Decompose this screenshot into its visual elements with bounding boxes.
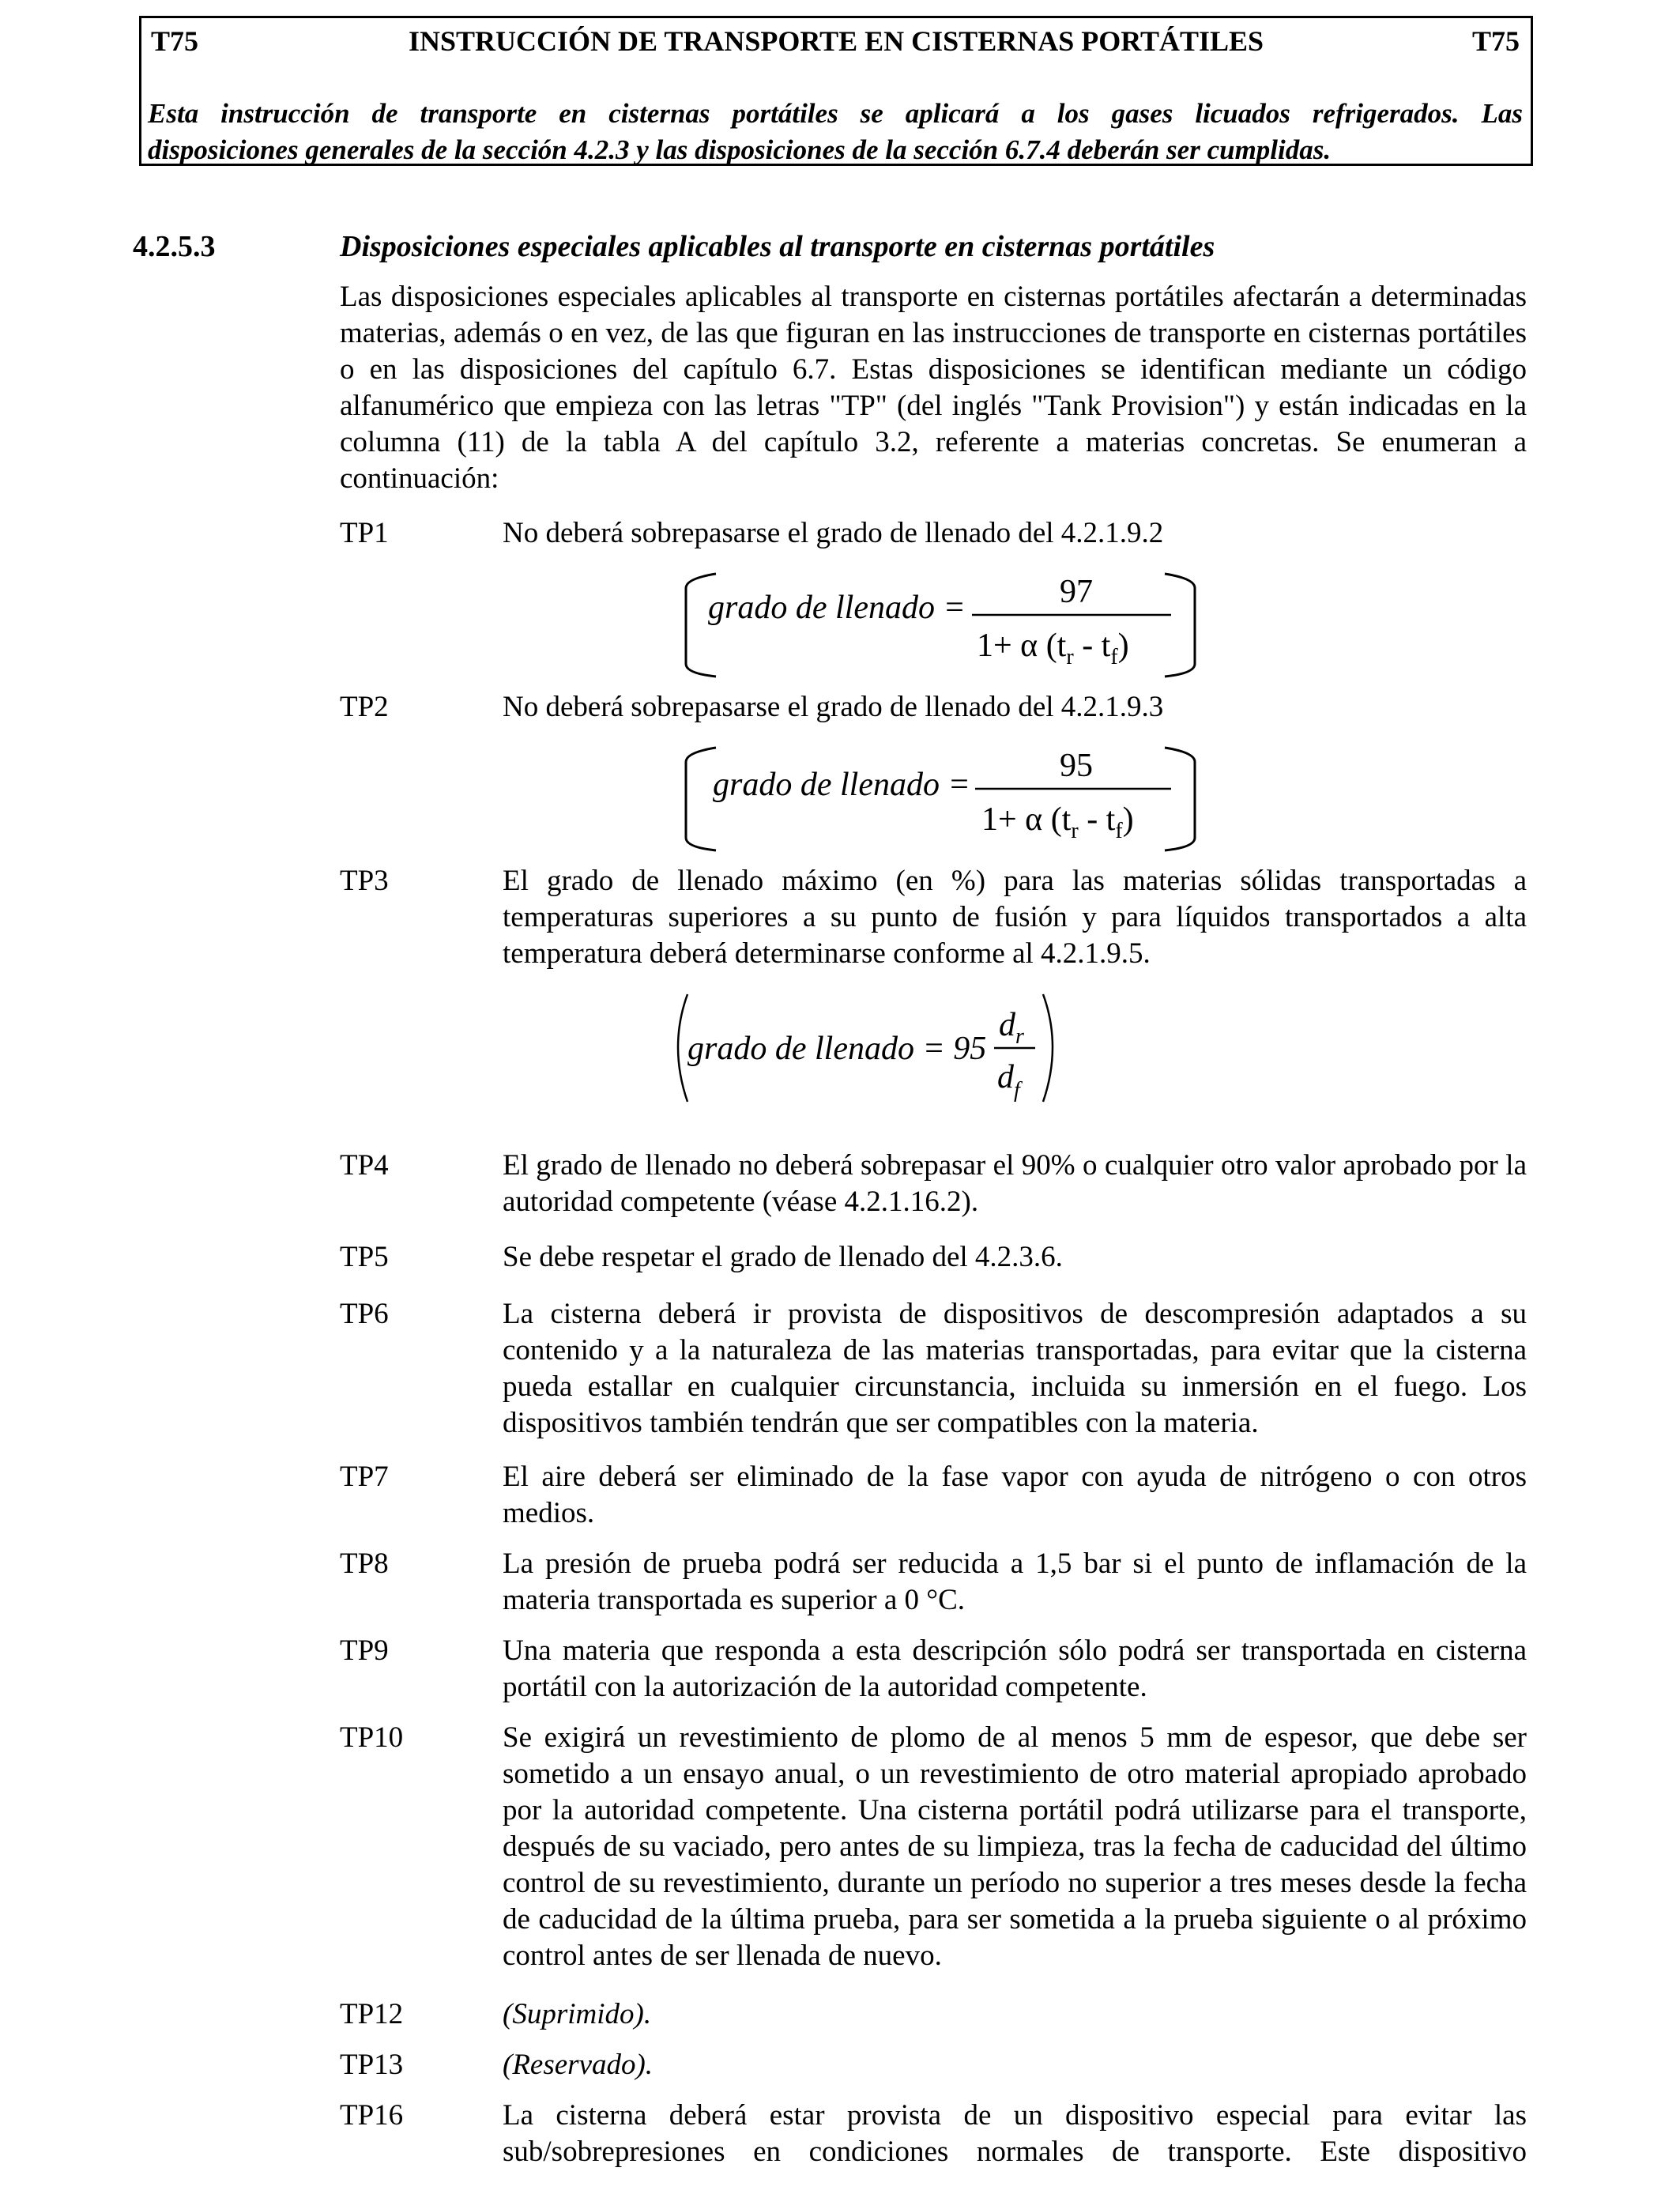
formula-d-denominator: d — [997, 1059, 1014, 1095]
formula-numerator: 95 — [1060, 748, 1093, 784]
provision-text: El grado de llenado máximo (en %) para las materias sólidas transportadas a temperaturas superiores a su punto de fusión y para líquidos transportados a alta temperatura deberá determinarse conforme al 4.2.1.9.5. — [503, 865, 1527, 970]
provision-code: TP9 — [340, 1634, 389, 1667]
svg-text:1+ α (tr - tf) — [981, 801, 1134, 843]
svg-text:dr — [999, 1007, 1024, 1049]
formula-minus-t: - t — [1078, 801, 1116, 838]
instruction-description-line: Esta instrucción de transporte en cisternas portátiles se aplicará a los gases licuados refrigerados. Las — [148, 98, 1523, 129]
subscript-f: f — [1115, 819, 1123, 843]
provision-text: Se exigirá un revestimiento de plomo de al menos 5 mm de espesor, que debe ser sometido a un ensayo anual, o un revestimiento de otro material apropiado aprobado por la autoridad competente. Una cisterna portátil podrá utilizarse para el transporte, después de su vaciado, pero antes de su limpieza, tras la fecha de caducidad del último control de su revestimiento, durante un período no superior a tres meses desde la fecha de caducidad de la última prueba, para ser sometida a la prueba siguiente o al próximo control antes de ser llenada de nuevo. — [503, 1721, 1527, 1972]
provision-code: TP4 — [340, 1149, 389, 1182]
instruction-code-left: T75 — [151, 25, 199, 57]
section-number: 4.2.5.3 — [133, 230, 216, 263]
provision-code: TP8 — [340, 1547, 389, 1580]
provision-text: (Reservado). — [503, 2049, 654, 2081]
provision-code: TP5 — [340, 1241, 389, 1273]
fill-formula-tp1 — [680, 569, 1201, 680]
formula-lhs: grado de llenado = — [708, 590, 966, 626]
formula-close-paren: ) — [1122, 801, 1134, 838]
formula-d-numerator: d — [999, 1007, 1015, 1043]
subscript-r: r — [1015, 1024, 1024, 1049]
subscript-r: r — [1066, 645, 1074, 669]
provision-text: No deberá sobrepasarse el grado de llenado del 4.2.1.9.3 — [503, 691, 1164, 723]
provision-text: La cisterna deberá ir provista de dispositivos de descompresión adaptados a su contenido y a la naturaleza de las materias transportadas, para evitar que la cisterna pueda estallar en cualquier circunstancia, incluida su inmersión en el fuego. Los dispositivos también tendrán que ser compatibles con la materia. — [503, 1298, 1527, 1439]
provision-text: (Suprimido). — [503, 1998, 652, 2030]
provision-text: El grado de llenado no deberá sobrepasar el 90% o cualquier otro valor aprobado por la autoridad competente (véase 4.2.1.16.2). — [503, 1149, 1527, 1218]
provision-code: TP10 — [340, 1721, 404, 1754]
section-title: Disposiciones especiales aplicables al transporte en cisternas portátiles — [340, 230, 1215, 263]
provision-code: TP6 — [340, 1298, 389, 1330]
provision-code: TP7 — [340, 1461, 389, 1493]
provision-text: Una materia que responda a esta descripción sólo podrá ser transportada en cisterna portátil con la autorización de la autoridad competente. — [503, 1634, 1527, 1703]
formula-denominator: 1+ α (t — [977, 628, 1067, 664]
fill-formula-tp2 — [680, 743, 1201, 854]
provision-code: TP2 — [340, 691, 389, 723]
svg-text:df — [997, 1059, 1023, 1103]
provision-text: No deberá sobrepasarse el grado de llenado del 4.2.1.9.2 — [503, 517, 1164, 549]
formula-numerator: 97 — [1060, 574, 1093, 610]
formula-lhs: grado de llenado = — [713, 767, 970, 803]
subscript-f: f — [1014, 1078, 1020, 1103]
instruction-title: INSTRUCCIÓN DE TRANSPORTE EN CISTERNAS PORTÁTILES — [408, 25, 1264, 57]
subscript-f: f — [1110, 645, 1118, 669]
fill-formula-tp3 — [664, 990, 1067, 1108]
provision-code: TP3 — [340, 865, 389, 897]
instruction-code-right: T75 — [1471, 25, 1520, 57]
formula-lhs: grado de llenado = 95 — [687, 1031, 987, 1067]
provision-code: TP13 — [340, 2049, 404, 2081]
formula-minus-t: - t — [1073, 628, 1111, 664]
formula-close-paren: ) — [1117, 628, 1129, 664]
instruction-description-line: disposiciones generales de la sección 4.2.3 y las disposiciones de la sección 6.7.4 deberán ser cumplidas. — [148, 134, 1332, 165]
provision-text: Se debe respetar el grado de llenado del 4.2.3.6. — [503, 1241, 1063, 1273]
subscript-r: r — [1071, 819, 1079, 843]
provision-text: El aire deberá ser eliminado de la fase vapor con ayuda de nitrógeno o con otros medios. — [503, 1461, 1527, 1529]
provision-text: La presión de prueba podrá ser reducida a 1,5 bar si el punto de inflamación de la materia transportada es superior a 0 °C. — [503, 1547, 1527, 1616]
provision-code: TP16 — [340, 2099, 404, 2132]
svg-text:1+ α (tr - tf) — [977, 628, 1129, 669]
provision-code: TP12 — [340, 1998, 404, 2030]
section-intro: Las disposiciones especiales aplicables al transporte en cisternas portátiles afectarán a determinadas materias, además o en vez, de las que figuran en las instrucciones de transporte en cisternas portátiles o en las disposiciones del capítulo 6.7. Estas disposiciones se identifican mediante un código alfanumérico que empieza con las letras "TP" (del inglés "Tank Provision") y están indicadas en la columna (11) de la tabla A del capítulo 3.2, referente a materias concretas. Se enumeran a continuación: — [340, 281, 1527, 495]
instruction-box — [139, 16, 1533, 166]
instruction-description — [148, 96, 1523, 168]
provision-code: TP1 — [340, 517, 389, 549]
formula-denominator: 1+ α (t — [981, 801, 1072, 838]
provision-text: La cisterna deberá estar provista de un dispositivo especial para evitar las sub/sobrepresiones en condiciones normales de transporte. Este dispositivo — [503, 2099, 1527, 2168]
